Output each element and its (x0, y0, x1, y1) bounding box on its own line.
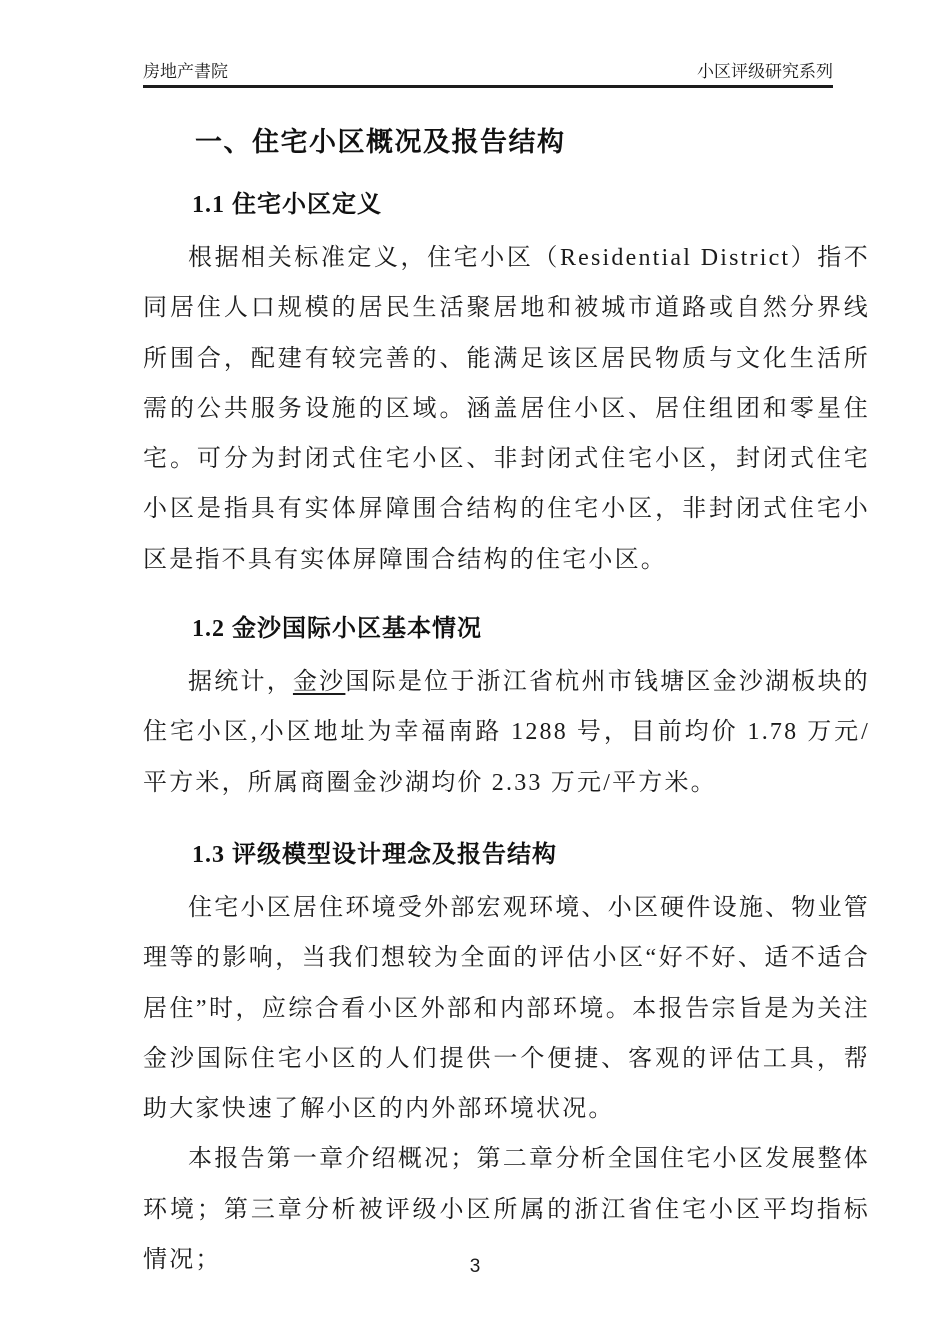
chapter-title: 一、住宅小区概况及报告结构 (195, 127, 566, 157)
header-right-text: 小区评级研究系列 (697, 62, 833, 81)
paragraph-rating-concept: 住宅小区居住环境受外部宏观环境、小区硬件设施、物业管理等的影响，当我们想较为全面的评估小区“好不好、适不适合居住”时，应综合看小区外部和内部环境。本报告宗旨是为关注金沙国际住宅小区的人们提供一个便捷、客观的评估工具，帮助大家快速了解小区的内外部环境状况。 (143, 894, 870, 1123)
section-heading-1-1: 1.1 住宅小区定义 (192, 192, 382, 218)
page-number: 3 (469, 1256, 481, 1277)
page-header (143, 62, 833, 88)
section-heading-1-3: 1.3 评级模型设计理念及报告结构 (192, 841, 557, 868)
header-left-text: 房地产書院 (143, 62, 228, 81)
section-heading-1-2: 1.2 金沙国际小区基本情况 (192, 616, 482, 643)
document-body (143, 100, 870, 1285)
paragraph-definition: 根据相关标准定义，住宅小区（Residential District）指不同居住人口规模的居民生活聚居地和被城市道路或自然分界线所围合，配建有较完善的、能满足该区居民物质与文化生活所需的公共服务设施的区域。涵盖居住小区、居住组团和零星住宅。可分为封闭式住宅小区、非封闭式住宅小区，封闭式住宅小区是指具有实体屏障围合结构的住宅小区，非封闭式住宅小区是指不具有实体屏障围合结构的住宅小区。 (143, 245, 870, 573)
paragraph-community-basic-info: 据统计，金沙国际是位于浙江省杭州市钱塘区金沙湖板块的住宅小区,小区地址为幸福南路 1288 号，目前均价 1.78 万元/平方米，所属商圈金沙湖均价 2.33 万元/平方米。 (143, 669, 870, 796)
paragraph-report-structure: 本报告第一章介绍概况；第二章分析全国住宅小区发展整体环境；第三章分析被评级小区所属的浙江省住宅小区平均指标情况； (143, 1146, 870, 1274)
